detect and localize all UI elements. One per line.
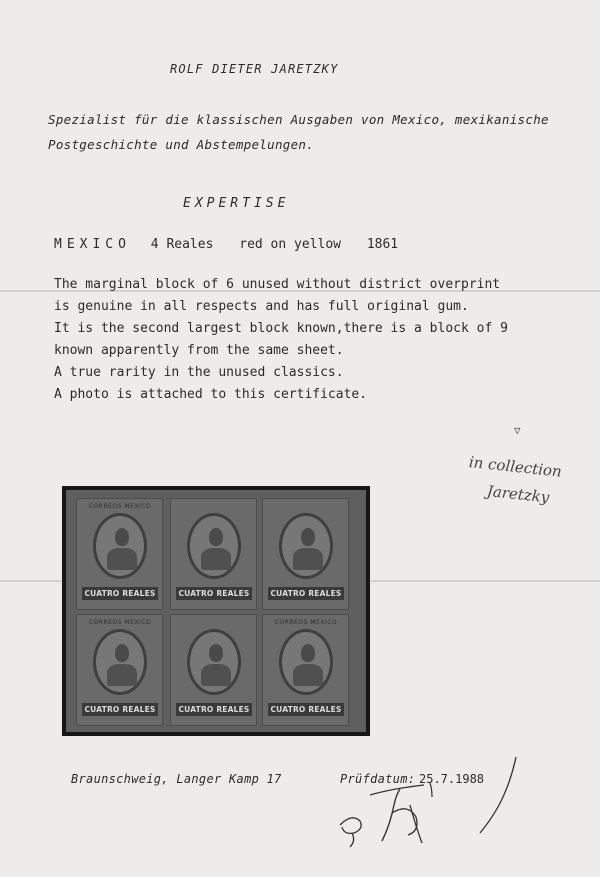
stamp-top-text xyxy=(179,619,249,627)
specialist-description-line-1: Spezialist für die klassischen Ausgaben von Mexico, mexikanische xyxy=(48,112,549,127)
subject-year: 1861 xyxy=(366,237,399,252)
stamp xyxy=(262,498,349,610)
footer-date: 25.7.1988 xyxy=(419,772,485,786)
portrait-head xyxy=(115,644,129,662)
stamp-subject xyxy=(54,237,398,252)
portrait-head xyxy=(209,644,223,662)
stamp-block xyxy=(66,490,366,732)
portrait-bust xyxy=(107,548,137,570)
stamp-top-text: CORREOS MEXICO xyxy=(274,619,338,626)
handwritten-signature xyxy=(330,755,550,850)
stamp-top-text xyxy=(271,503,341,511)
stamp-denomination-label: CUATRO REALES xyxy=(268,587,344,600)
portrait-oval xyxy=(279,513,333,579)
portrait-bust xyxy=(201,664,231,686)
portrait-head xyxy=(209,528,223,546)
document-heading: EXPERTISE xyxy=(183,196,290,211)
body-text-line: It is the second largest block known,there is a block of 9 xyxy=(54,321,508,336)
stamp-top-text xyxy=(179,503,249,511)
subject-color: red on yellow xyxy=(239,237,341,252)
triangle-marker-icon: ▽ xyxy=(514,424,521,437)
footer-address: Braunschweig, Langer Kamp 17 xyxy=(71,772,282,786)
specialist-description-line-2: Postgeschichte und Abstempelungen. xyxy=(48,137,315,152)
portrait-head xyxy=(301,644,315,662)
portrait-head xyxy=(115,528,129,546)
handwritten-note-line-1: in collection xyxy=(468,453,563,481)
portrait-oval xyxy=(93,629,147,695)
portrait-head xyxy=(301,528,315,546)
portrait-bust xyxy=(293,664,323,686)
stamp-block-photo xyxy=(62,486,370,736)
portrait-bust xyxy=(107,664,137,686)
stamp xyxy=(170,614,257,726)
body-text-line: known apparently from the same sheet. xyxy=(54,343,344,358)
body-text-line: The marginal block of 6 unused without district overprint xyxy=(54,277,501,292)
stamp xyxy=(170,498,257,610)
stamp xyxy=(76,498,163,610)
portrait-bust xyxy=(293,548,323,570)
stamp-denomination-label: CUATRO REALES xyxy=(82,587,158,600)
portrait-oval xyxy=(187,629,241,695)
stamp-denomination-label: CUATRO REALES xyxy=(82,703,158,716)
portrait-oval xyxy=(187,513,241,579)
body-text-line: is genuine in all respects and has full original gum. xyxy=(54,299,469,314)
stamp-denomination-label: CUATRO REALES xyxy=(176,703,252,716)
stamp-top-text: CORREOS MEXICO xyxy=(88,619,152,626)
handwritten-note-line-2: Jaretzky xyxy=(486,482,551,507)
stamp-denomination-label: CUATRO REALES xyxy=(268,703,344,716)
stamp-top-text: CORREOS MEXICO xyxy=(88,503,152,510)
subject-value: 4 Reales xyxy=(150,237,214,252)
author-name: ROLF DIETER JARETZKY xyxy=(170,62,339,76)
stamp xyxy=(76,614,163,726)
portrait-oval xyxy=(279,629,333,695)
body-text-line: A true rarity in the unused classics. xyxy=(54,365,344,380)
portrait-oval xyxy=(93,513,147,579)
body-text-line: A photo is attached to this certificate. xyxy=(54,387,368,402)
stamp xyxy=(262,614,349,726)
footer-date-label: Prüfdatum: xyxy=(340,772,416,786)
stamp-denomination-label: CUATRO REALES xyxy=(176,587,252,600)
portrait-bust xyxy=(201,548,231,570)
subject-country: MEXICO xyxy=(54,237,131,252)
